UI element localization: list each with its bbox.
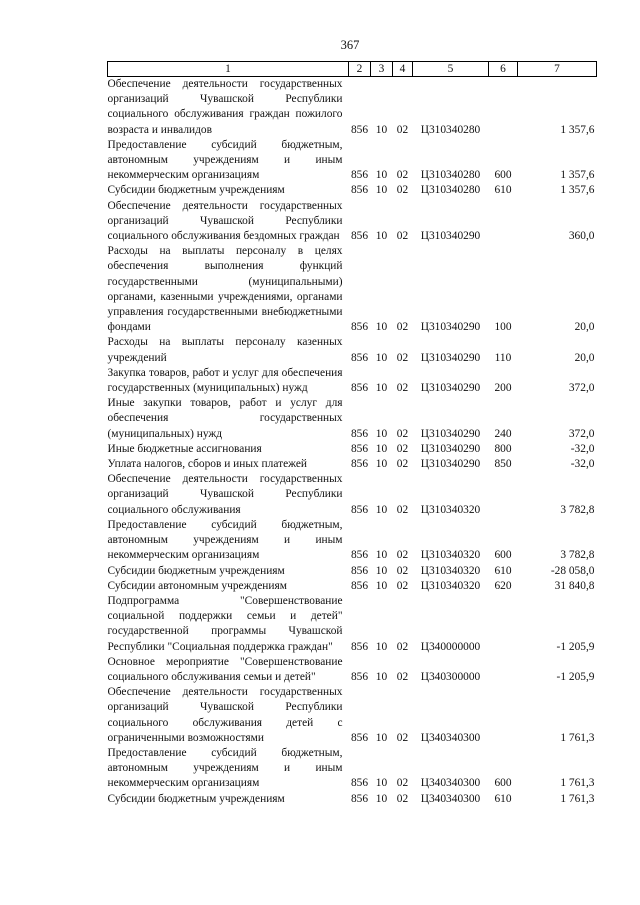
row-expense-type (489, 655, 518, 685)
row-subsection: 02 (396, 777, 409, 790)
table-row (108, 472, 597, 518)
row-name: Подпрограмма "Совершенствование социальной поддержки семьи и детей" государственной программы Чувашской Республики "Социальная поддержка граждан" (107, 594, 343, 653)
table-row (108, 396, 597, 442)
row-subsection: 02 (396, 549, 409, 562)
row-section: 10 (375, 184, 388, 197)
row-section: 10 (375, 640, 388, 653)
row-expense-type: 600 (494, 777, 512, 790)
row-name: Субсидии автономным учреждениям (107, 579, 287, 592)
row-target-article: Ц310340320 (420, 564, 481, 577)
row-expense-type: 610 (494, 184, 512, 197)
budget-table (107, 61, 597, 807)
row-amount: 1 357,6 (560, 184, 595, 197)
row-target-article: Ц310340280 (420, 184, 481, 197)
col-header-3: 3 (371, 62, 393, 77)
row-name: Расходы на выплаты персоналу казенных учреждений (107, 336, 343, 364)
row-amount: 20,0 (574, 321, 595, 334)
row-name: Предоставление субсидий бюджетным, автономным учреждениям и иным некоммерческим организациям (107, 518, 343, 562)
row-section: 10 (375, 351, 388, 364)
row-amount: -32,0 (570, 458, 595, 471)
table-row (108, 594, 597, 655)
table-header (108, 62, 597, 77)
table-row (108, 746, 597, 792)
row-target-article: Ц340000000 (420, 640, 481, 653)
row-target-article: Ц310340290 (420, 458, 481, 471)
row-expense-type (489, 77, 518, 138)
col-header-5: 5 (413, 62, 489, 77)
row-name: Уплата налогов, сборов и иных платежей (107, 458, 307, 471)
row-amount: 360,0 (568, 230, 595, 243)
row-target-article: Ц310340320 (420, 503, 481, 516)
row-expense-type: 800 (494, 442, 512, 455)
row-subsection: 02 (396, 579, 409, 592)
row-subsection: 02 (396, 230, 409, 243)
row-target-article: Ц310340290 (420, 351, 481, 364)
row-target-article: Ц310340290 (420, 321, 481, 334)
row-expense-type: 110 (494, 351, 512, 364)
row-name: Предоставление субсидий бюджетным, автономным учреждениям и иным некоммерческим организациям (107, 746, 343, 790)
row-subsection: 02 (396, 564, 409, 577)
row-name: Субсидии бюджетным учреждениям (107, 792, 285, 805)
table-body (108, 77, 597, 807)
row-admin-code: 856 (350, 382, 369, 395)
col-header-4: 4 (393, 62, 413, 77)
row-expense-type (489, 199, 518, 245)
row-expense-type: 600 (494, 549, 512, 562)
row-name: Обеспечение деятельности государственных организаций Чувашской Республики социального обслуживания бездомных граждан (107, 199, 343, 243)
col-header-1: 1 (108, 62, 349, 77)
col-header-7: 7 (518, 62, 597, 77)
table-row (108, 518, 597, 564)
row-subsection: 02 (396, 792, 409, 805)
row-admin-code: 856 (350, 792, 369, 805)
row-subsection: 02 (396, 503, 409, 516)
row-name: Субсидии бюджетным учреждениям (107, 184, 285, 197)
header-row (108, 62, 597, 77)
row-admin-code: 856 (350, 549, 369, 562)
row-target-article: Ц340340300 (420, 792, 481, 805)
table-row (108, 655, 597, 685)
row-expense-type: 850 (494, 458, 512, 471)
row-admin-code: 856 (350, 123, 369, 136)
row-name: Обеспечение деятельности государственных организаций Чувашской Республики социального обслуживания детей с ограниченными возможностями (107, 686, 343, 744)
row-amount: 31 840,8 (554, 579, 595, 592)
row-admin-code: 856 (350, 321, 369, 334)
row-amount: 1 357,6 (560, 169, 595, 182)
row-target-article: Ц340340300 (420, 777, 481, 790)
row-name: Основное мероприятие "Совершенствование социального обслуживания семьи и детей" (107, 655, 343, 683)
row-name: Субсидии бюджетным учреждениям (107, 564, 285, 577)
row-name: Расходы на выплаты персоналу в целях обеспечения выполнения функций государственными (муниципальными) органами, казенными учреждениями, органами управления государственными внебюджетными фондами (107, 245, 343, 334)
row-name: Предоставление субсидий бюджетным, автономным учреждениям и иным некоммерческим организациям (107, 138, 343, 182)
row-section: 10 (375, 792, 388, 805)
row-target-article: Ц310340320 (420, 549, 481, 562)
row-section: 10 (375, 382, 388, 395)
row-target-article: Ц340300000 (420, 670, 481, 683)
row-expense-type: 610 (494, 564, 512, 577)
table-row (108, 183, 597, 198)
row-section: 10 (375, 670, 388, 683)
row-name: Обеспечение деятельности государственных организаций Чувашской Республики социального обслуживания (107, 473, 343, 516)
row-admin-code: 856 (350, 184, 369, 197)
row-amount: 1 761,3 (560, 792, 595, 805)
row-admin-code: 856 (350, 230, 369, 243)
row-admin-code: 856 (350, 503, 369, 516)
row-section: 10 (375, 169, 388, 182)
table-row (108, 199, 597, 245)
table-row (108, 579, 597, 594)
row-section: 10 (375, 123, 388, 136)
table-row (108, 685, 597, 746)
table-row (108, 335, 597, 365)
row-expense-type: 240 (494, 427, 512, 440)
row-target-article: Ц310340290 (420, 230, 481, 243)
row-amount: 1 761,3 (560, 777, 595, 790)
row-subsection: 02 (396, 321, 409, 334)
row-admin-code: 856 (350, 640, 369, 653)
row-subsection: 02 (396, 382, 409, 395)
row-expense-type (489, 685, 518, 746)
row-section: 10 (375, 442, 388, 455)
page-number: 367 (340, 38, 360, 52)
row-subsection: 02 (396, 640, 409, 653)
row-expense-type: 610 (494, 792, 512, 805)
row-target-article: Ц310340320 (420, 579, 481, 592)
row-expense-type: 100 (494, 321, 512, 334)
row-expense-type: 620 (494, 579, 512, 592)
table-row (108, 442, 597, 457)
row-subsection: 02 (396, 458, 409, 471)
row-admin-code: 856 (350, 442, 369, 455)
row-section: 10 (375, 503, 388, 516)
row-admin-code: 856 (350, 427, 369, 440)
row-name: Закупка товаров, работ и услуг для обеспечения государственных (муниципальных) нужд (107, 366, 343, 395)
row-expense-type (489, 594, 518, 655)
row-expense-type (489, 472, 518, 518)
row-amount: -28 058,0 (550, 564, 595, 577)
row-admin-code: 856 (350, 458, 369, 471)
row-subsection: 02 (396, 427, 409, 440)
row-amount: -1 205,9 (556, 670, 595, 683)
row-admin-code: 856 (350, 564, 369, 577)
row-amount: -1 205,9 (556, 640, 595, 653)
row-section: 10 (375, 458, 388, 471)
row-amount: -32,0 (570, 442, 595, 455)
row-expense-type: 200 (494, 382, 512, 395)
row-amount: 1 357,6 (560, 123, 595, 136)
row-section: 10 (375, 564, 388, 577)
row-amount: 1 761,3 (560, 731, 595, 744)
row-admin-code: 856 (350, 579, 369, 592)
row-section: 10 (375, 549, 388, 562)
table-row (108, 792, 597, 807)
row-target-article: Ц310340290 (420, 382, 481, 395)
row-admin-code: 856 (350, 777, 369, 790)
row-amount: 372,0 (568, 382, 595, 395)
row-amount: 372,0 (568, 427, 595, 440)
row-name: Обеспечение деятельности государственных организаций Чувашской Республики социального обслуживания граждан пожилого возраста и инвалидов (107, 78, 343, 136)
row-subsection: 02 (396, 731, 409, 744)
col-header-2: 2 (349, 62, 371, 77)
row-section: 10 (375, 230, 388, 243)
row-section: 10 (375, 777, 388, 790)
row-target-article: Ц310340280 (420, 123, 481, 136)
row-subsection: 02 (396, 442, 409, 455)
table-row (108, 457, 597, 472)
row-target-article: Ц310340290 (420, 427, 481, 440)
table-row (108, 564, 597, 579)
row-subsection: 02 (396, 351, 409, 364)
table-row (108, 138, 597, 184)
row-section: 10 (375, 579, 388, 592)
row-target-article: Ц340340300 (420, 731, 481, 744)
row-section: 10 (375, 321, 388, 334)
row-subsection: 02 (396, 123, 409, 136)
row-name: Иные бюджетные ассигнования (107, 442, 262, 455)
row-subsection: 02 (396, 670, 409, 683)
row-subsection: 02 (396, 169, 409, 182)
row-admin-code: 856 (350, 731, 369, 744)
row-admin-code: 856 (350, 670, 369, 683)
table-row (108, 77, 597, 138)
row-amount: 3 782,8 (560, 549, 595, 562)
table-row (108, 244, 597, 335)
row-target-article: Ц310340280 (420, 169, 481, 182)
row-amount: 3 782,8 (560, 503, 595, 516)
table-row (108, 366, 597, 396)
row-subsection: 02 (396, 184, 409, 197)
row-amount: 20,0 (574, 351, 595, 364)
col-header-6: 6 (489, 62, 518, 77)
row-section: 10 (375, 427, 388, 440)
row-admin-code: 856 (350, 169, 369, 182)
row-section: 10 (375, 731, 388, 744)
row-expense-type: 600 (494, 169, 512, 182)
row-target-article: Ц310340290 (420, 442, 481, 455)
row-name: Иные закупки товаров, работ и услуг для обеспечения государственных (муниципальных) нужд (107, 397, 343, 440)
row-admin-code: 856 (350, 351, 369, 364)
